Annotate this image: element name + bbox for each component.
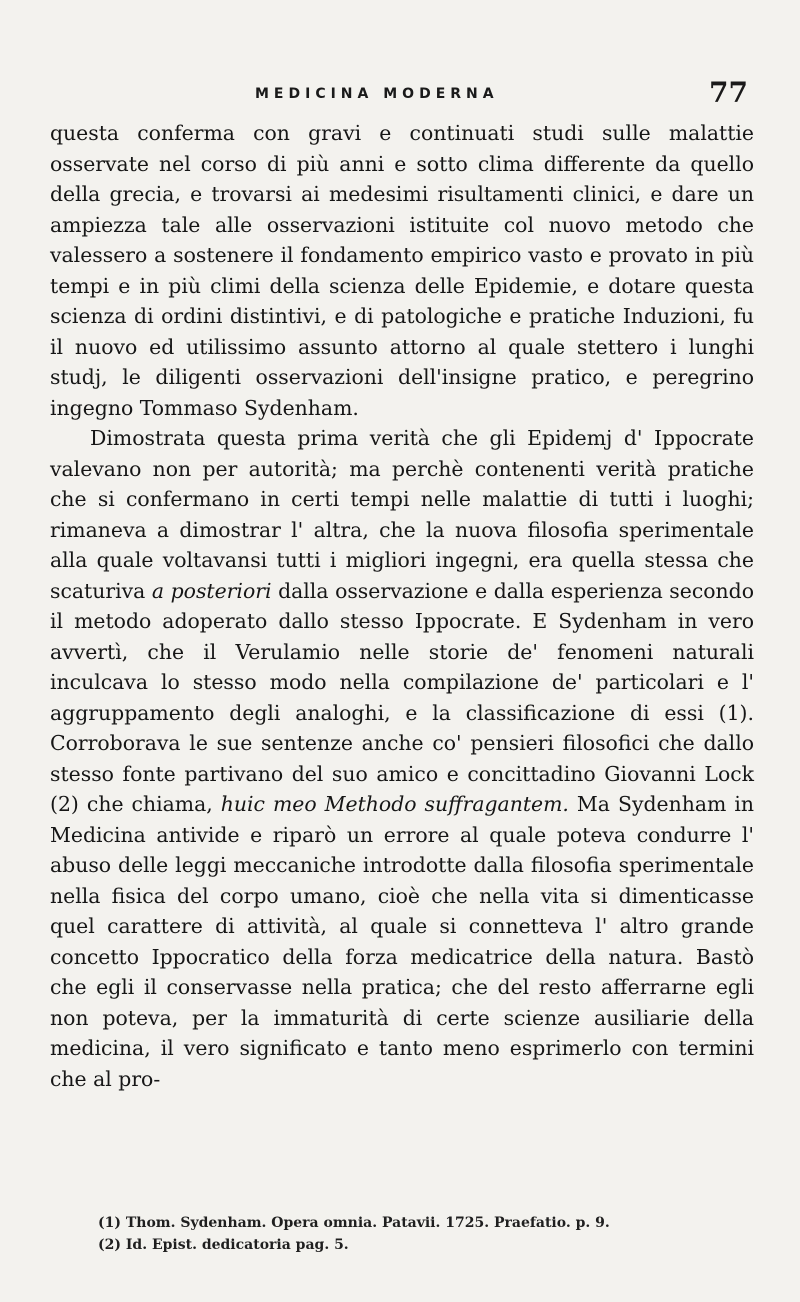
paragraph-2-part-2: dalla osservazione e dalla esperienza secondo il metodo adoperato dallo stesso Ippocrate. E Sydenham in vero avvertì, che il Verulamio nelle storie de' fenomeni naturali inculcava lo stesso modo nella compilazione de' particolari e l' aggruppamento degli analoghi, e la classificazione di essi (1). Corroborava le sue sentenze anche co' pensieri filosofici che dallo stesso fonte partivano del suo amico e concittadino Giovanni Lock (2) che chiama, — [50, 578, 754, 816]
paragraph-2 — [50, 423, 754, 1094]
paragraph-2-part-3: Ma Sydenham in Medicina antivide e riparò un errore al quale poteva condurre l' abuso delle leggi meccaniche introdotte dalla filosofia sperimentale nella fisica del corpo umano, cioè che nella vita si dimenticasse quel carattere di attività, al quale si connetteva l' altro grande concetto Ippocratico della forza medicatrice della natura. Bastò che egli il conservasse nella pratica; che del resto afferrarne egli non poteva, per la immaturità di certe scienze ausiliarie della medicina, il vero significato e tanto meno esprimerlo con termini che al pro- — [50, 792, 755, 1091]
footnote-2: (2) Id. Epist. dedicatoria pag. 5. — [98, 1237, 349, 1253]
footnotes — [98, 1212, 758, 1256]
body-text — [50, 118, 754, 1094]
footnote-1: (1) Thom. Sydenham. Opera omnia. Patavii. 1725. Praefatio. p. 9. — [98, 1215, 610, 1231]
page-header — [0, 76, 800, 116]
page-number: 77 — [709, 76, 748, 109]
paragraph-2-part-1: Dimostrata questa prima verità che gli Epidemj d' Ippocrate valevano non per autorità; ma perchè contenenti verità pratiche che si confermano in certi tempi nelle malattie di tutti i luoghi; rimaneva a dimostrar l' altra, che la nuova filosofia sperimentale alla quale voltavansi tutti i migliori ingegni, era quella stessa che scaturiva — [50, 426, 754, 603]
paragraph-1: questa conferma con gravi e continuati studi sulle malattie osservate nel corso di più anni e sotto clima differente da quello della grecia, e trovarsi ai medesimi risultamenti clinici, e dare un ampiezza tale alle osservazioni istituite col nuovo metodo che valessero a sostenere il fondamento empirico vasto e provato in più tempi e in più climi della scienza delle Epidemie, e dotare questa scienza di ordini distintivi, e di patologiche e pratiche Induzioni, fu il nuovo ed utilissimo assunto attorno al quale stettero i lunghi studj, le diligenti osservazioni dell'insigne pratico, e peregrino ingegno Tommaso Sydenham. — [50, 121, 754, 420]
italic-phrase-a-posteriori: a posteriori — [151, 578, 272, 603]
italic-phrase-methodo: huic meo Methodo suffragantem. — [220, 792, 569, 816]
running-head: MEDICINA MODERNA — [255, 86, 499, 102]
